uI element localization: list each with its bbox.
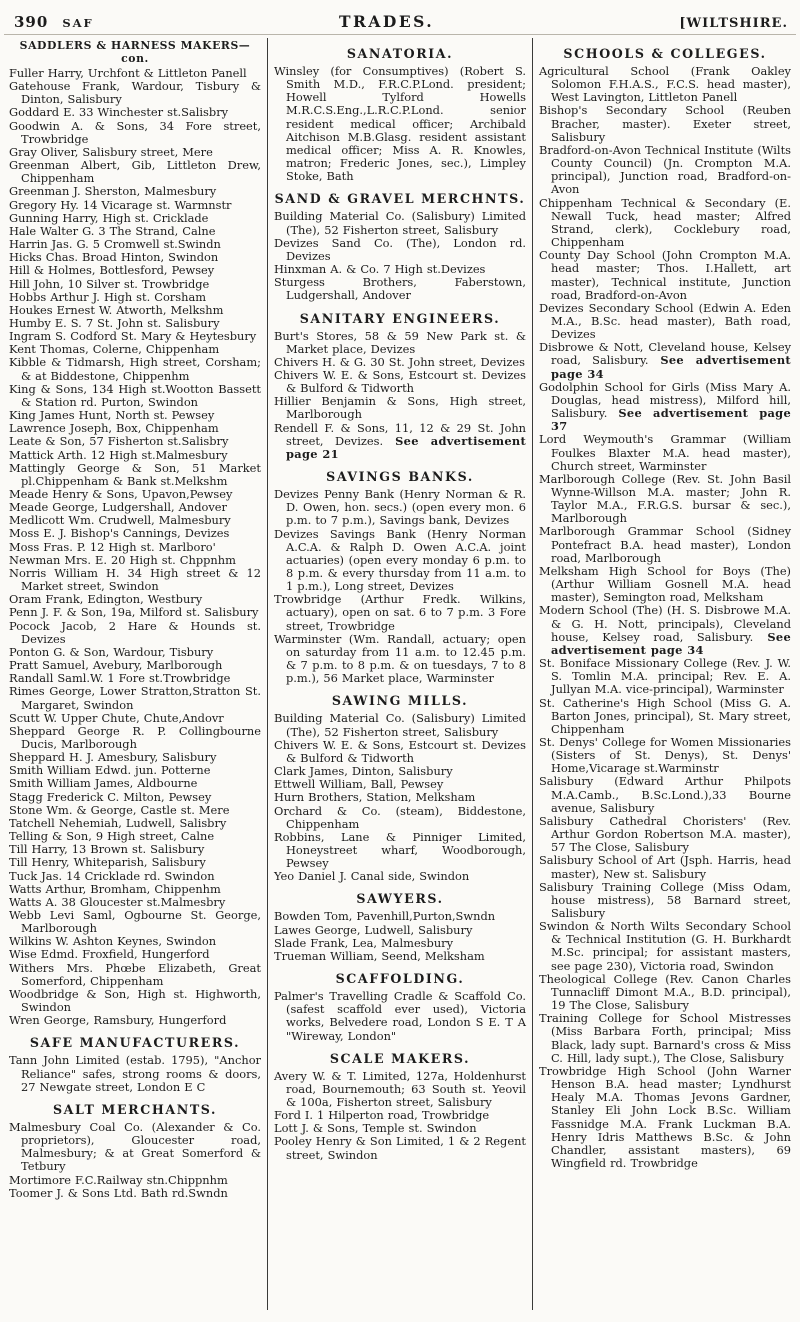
section-heading: SAND & GRAVEL MERCHNTS. — [274, 191, 526, 207]
directory-entry: Humby E. S. 7 St. John st. Salisbury — [9, 315, 220, 330]
directory-entry: Goddard E. 33 Winchester st.Salisbry — [9, 105, 229, 120]
directory-entry: County Day School (John Crompton M.A. head master; Thos. I.Hallett, art master), Technical institute, Junction road, Bradford-on-Avon — [539, 248, 791, 302]
directory-entry: Houkes Ernest W. Atworth, Melkshm — [9, 302, 224, 317]
section-heading: SAVINGS BANKS. — [326, 469, 474, 485]
directory-entry: Slade Frank, Lea, Malmesbury — [274, 935, 454, 950]
directory-entry: Moss Fras. P. 12 High st. Marlboro' — [9, 539, 216, 554]
directory-entry: Hill John, 10 Silver st. Trowbridge — [9, 276, 210, 291]
directory-entry: Melksham High School for Boys (The) (Arthur William Gosnell M.A. head master), Semington road, Melksham — [539, 563, 791, 605]
directory-entry: Chivers W. E. & Sons, Estcourt st. Devizes & Bulford & Tidworth — [274, 737, 526, 765]
directory-entry: Newman Mrs. E. 20 High st. Chppnhm — [9, 552, 236, 567]
directory-entry: Marlborough Grammar School (Sidney Pontefract B.A. head master), London road, Marlborough — [539, 524, 791, 565]
directory-entry: Hale Walter G. 3 The Strand, Calne — [9, 223, 216, 238]
directory-entry: Ettwell William, Ball, Pewsey — [274, 777, 444, 792]
directory-entry: Trowbridge High School (John Warner Henson B.A. head master; Lyndhurst Healy M.A. Thomas Jevons Gardner, Stanley Eli John Lock B.Sc. William Fassnidge M.A. Frank Luckman B.A. Henry Idris Matthews B.Sc. & John Chandler, assistant masters), 69 Wingfield rd. Trowbridge — [539, 1063, 791, 1170]
directory-entry: St. Boniface Missionary College (Rev. J. W. S. Tomlin M.A. principal; Rev. E. A. Jullyan M.A. vice-principal), Warminster — [539, 656, 791, 697]
directory-entry: Gray Oliver, Salisbury street, Mere — [9, 144, 213, 159]
directory-entry: Sturgess Brothers, Faberstown, Ludgershall, Andover — [274, 275, 526, 303]
directory-entry: Tatchell Nehemiah, Ludwell, Salisbry — [9, 815, 227, 830]
directory-entry: Withers Mrs. Phœbe Elizabeth, Great Somerford, Chippenham — [9, 960, 261, 988]
see-advertisement-note: See advertisement page 21 — [286, 433, 527, 461]
directory-entry: Chivers W. E. & Sons, Estcourt st. Devizes & Bulford & Tidworth — [274, 367, 526, 396]
directory-entry: Chivers H. & G. 30 St. John street, Devizes — [274, 354, 526, 369]
directory-entry: Hobbs Arthur J. High st. Corsham — [9, 289, 207, 304]
directory-entry: Bradford-on-Avon Technical Institute (Wilts County Council) (Jn. Crompton M.A. principal), Junction road, Bradford-on-Avon — [539, 142, 791, 197]
directory-entry: Building Material Co. (Salisbury) Limited (The), 52 Fisherton street, Salisbury — [274, 711, 526, 739]
directory-entry: Meade George, Ludgershall, Andover — [9, 500, 227, 515]
section-heading: SCALE MAKERS. — [329, 1050, 471, 1066]
directory-entry: Toomer J. & Sons Ltd. Bath rd.Swndn — [9, 1185, 228, 1200]
section-heading: SADDLERS & HARNESS MAKERS—con. — [19, 39, 251, 65]
directory-entry: Hillier Benjamin & Sons, High street, Marlborough — [274, 394, 526, 422]
county-label: [WILTSHIRE. — [679, 16, 788, 31]
directory-entry: Devizes Penny Bank (Henry Norman & R. D. Owen, hon. secs.) (open every mon. 6 p.m. to 7 p.m.), Savings bank, Devizes — [274, 487, 526, 528]
directory-entry: Pooley Henry & Son Limited, 1 & 2 Regent street, Swindon — [274, 1134, 526, 1162]
section-heading: SANITARY ENGINEERS. — [299, 310, 501, 326]
directory-entry: Devizes Secondary School (Edwin A. Eden M.A., B.Sc. head master), Bath road, Devizes — [539, 300, 791, 342]
directory-entry: Bowden Tom, Pavenhill,Purton,Swndn — [274, 909, 496, 924]
directory-entry: Rimes George, Lower Stratton,Stratton St. Margaret, Swindon — [9, 684, 261, 712]
directory-entry: Gunning Harry, High st. Cricklade — [9, 210, 209, 225]
directory-entry: Telling & Son, 9 High street, Calne — [9, 829, 215, 844]
page-letters: SAF — [62, 16, 94, 30]
directory-entry: Tuck Jas. 14 Cricklade rd. Swindon — [9, 868, 215, 883]
directory-entry: Wilkins W. Ashton Keynes, Swindon — [9, 934, 217, 949]
directory-entry: Watts Arthur, Bromham, Chippenhm — [9, 881, 221, 896]
directory-entry: Till Harry, 13 Brown st. Salisbury — [9, 842, 205, 857]
directory-entry: St. Denys' College for Women Missionaries (Sisters of St. Denys), St. Denys' Home,Vicarage st.Warminstr — [539, 734, 791, 776]
section-heading: SCAFFOLDING. — [335, 971, 465, 987]
directory-entry: Building Material Co. (Salisbury) Limited (The), 52 Fisherton street, Salisbury — [274, 209, 526, 237]
directory-entry: Chippenham Technical & Secondary (E. Newall Tuck, head master; Alfred Strand, clerk), Cocklebury road, Chippenham — [539, 195, 791, 250]
page-number: 390 — [14, 13, 49, 31]
directory-entry: Pratt Samuel, Avebury, Marlborough — [9, 658, 223, 673]
see-advertisement-note: See advertisement page 37 — [551, 406, 791, 434]
directory-entry: Swindon & North Wilts Secondary School & Technical Institution (G. H. Burkhardt M.Sc. principal; for assistant masters, see page 230), Victoria road, Swindon — [539, 919, 791, 973]
directory-entry: Scutt W. Upper Chute, Chute,Andovr — [9, 710, 224, 725]
directory-entry: Winsley (for Consumptives) (Robert S. Smith M.D., F.R.C.P.Lond. president; Howell Tylford Howells M.R.C.S.Eng.,L.R.C.P.Lond. senior resident medical officer; Archibald Aitchison M.B.Glasg. resident assistant medical officer; Miss A. R. Knowles, matron; Frederic Jones, sec.), Limpley Stoke, Bath — [274, 64, 526, 184]
directory-entry: Webb Levi Saml, Ogbourne St. George, Marlborough — [9, 908, 261, 936]
directory-entry: Greenman Albert, Gib, Littleton Drew, Chippenham — [9, 158, 261, 186]
directory-entry: Training College for School Mistresses (Miss Barbara Forth, principal; Miss Black, lady supt. Barnard's cross & Miss C. Hill, lady supt.), The Close, Salisbury — [539, 1011, 791, 1065]
directory-entry: Wren George, Ramsbury, Hungerford — [9, 1013, 227, 1028]
directory-entry: Hill & Holmes, Bottlesford, Pewsey — [9, 263, 215, 278]
directory-entry: Palmer's Travelling Cradle & Scaffold Co. (safest scaffold ever used), Victoria works, Belvedere road, London S E. T A "Wireway, London" — [274, 989, 526, 1043]
directory-columns — [4, 35, 796, 1310]
directory-entry: Watts A. 38 Gloucester st.Malmesbry — [9, 894, 226, 909]
directory-entry: Clark James, Dinton, Salisbury — [274, 764, 453, 779]
directory-entry: Kibble & Tidmarsh, High street, Corsham; & at Biddestone, Chippenhm — [9, 355, 261, 383]
directory-entry: Mortimore F.C.Railway stn.Chippnhm — [9, 1172, 228, 1187]
see-advertisement-note: See advertisement page 34 — [551, 629, 791, 657]
directory-entry: Lott J. & Sons, Temple st. Swindon — [274, 1121, 477, 1136]
directory-entry: Mattingly George & Son, 51 Market pl.Chippenham & Bank st.Melkshm — [9, 460, 261, 488]
directory-entry: Trowbridge (Arthur Fredk. Wilkins, actuary), open on sat. 6 to 7 p.m. 3 Fore street, Trowbridge — [274, 592, 526, 633]
directory-entry: Medlicott Wm. Crudwell, Malmesbury — [9, 513, 231, 528]
directory-entry: Smith William James, Aldbourne — [9, 776, 198, 791]
directory-entry: Stone Wm. & George, Castle st. Mere — [9, 802, 230, 817]
directory-entry: Pocock Jacob, 2 Hare & Hounds st. Devizes — [9, 618, 261, 646]
section-heading: SAWYERS. — [356, 891, 444, 907]
directory-entry: Modern School (The) (H. S. Disbrowe M.A. & G. H. Nott, principals), Cleveland house, Kelsey road, Salisbury. See advertisement page 34 — [539, 603, 791, 657]
directory-entry: Lord Weymouth's Grammar (William Foulkes Blaxter M.A. head master), Church street, Warminster — [539, 432, 791, 473]
directory-entry: Devizes Savings Bank (Henry Norman A.C.A. & Ralph D. Owen A.C.A. joint actuaries) (open every monday 6 p.m. to 8 p.m. & every thursday from 11 a.m. to 1 p.m.), Long street, Devizes — [274, 526, 526, 594]
directory-entry: Agricultural School (Frank Oakley Solomon F.H.A.S., F.C.S. head master), West Lavington, Littleton Panell — [539, 64, 791, 105]
directory-entry: Bishop's Secondary School (Reuben Bracher, master). Exeter street, Salisbury — [539, 103, 791, 144]
directory-entry: Gregory Hy. 14 Vicarage st. Warmnstr — [9, 197, 232, 212]
directory-entry: Moss E. J. Bishop's Cannings, Devizes — [9, 526, 230, 541]
directory-entry: St. Catherine's High School (Miss G. A. Barton Jones, principal), St. Mary street, Chippenham — [539, 695, 791, 736]
directory-entry: Greenman J. Sherston, Malmesbury — [9, 184, 217, 199]
directory-entry: Meade Henry & Sons, Upavon,Pewsey — [9, 487, 233, 501]
directory-entry: Ingram S. Codford St. Mary & Heytesbury — [9, 329, 257, 344]
directory-entry: Oram Frank, Edington, Westbury — [9, 592, 203, 607]
directory-entry: Hurn Brothers, Station, Melksham — [274, 790, 476, 805]
directory-entry: Godolphin School for Girls (Miss Mary A. Douglas, head mistress), Milford hill, Salisbury. See advertisement page 37 — [539, 379, 791, 434]
section-heading: SAWING MILLS. — [331, 693, 469, 709]
directory-column — [534, 38, 796, 1310]
directory-entry: King James Hunt, North st. Pewsey — [9, 408, 215, 423]
directory-entry: Trueman William, Seend, Melksham — [274, 948, 485, 963]
directory-entry: Goodwin A. & Sons, 34 Fore street, Trowbridge — [9, 118, 261, 146]
directory-entry: Yeo Daniel J. Canal side, Swindon — [274, 869, 470, 884]
directory-entry: Stagg Frederick C. Milton, Pewsey — [9, 789, 212, 804]
directory-entry: Norris William H. 34 High street & 12 Market street, Swindon — [9, 565, 261, 594]
directory-entry: Robbins, Lane & Pinniger Limited, Honeystreet wharf, Woodborough, Pewsey — [274, 829, 526, 871]
directory-entry: Hinxman A. & Co. 7 High st.Devizes — [274, 262, 486, 277]
directory-entry: Malmesbury Coal Co. (Alexander & Co. proprietors), Gloucester road, Malmesbury; & at Great Somerford & Tetbury — [9, 1119, 261, 1174]
directory-entry: Ford I. 1 Hilperton road, Trowbridge — [274, 1108, 490, 1123]
directory-entry: Ponton G. & Son, Wardour, Tisbury — [9, 644, 214, 659]
directory-entry: Marlborough College (Rev. St. John Basil Wynne-Willson M.A. master; John R. Taylor M.A., F.R.G.S. bursar & sec.), Marlborough — [539, 471, 791, 526]
see-advertisement-note: See advertisement page 34 — [551, 353, 791, 381]
directory-entry: Leate & Son, 57 Fisherton st.Salisbry — [9, 434, 229, 449]
directory-entry: Kent Thomas, Colerne, Chippenham — [9, 342, 220, 357]
column-divider — [532, 38, 533, 1310]
directory-entry: Salisbury (Edward Arthur Philpots M.A.Camb., B.Sc.Lond.),33 Bourne avenue, Salisbury — [539, 774, 791, 815]
directory-entry: Mattick Arth. 12 High st.Malmesbury — [9, 447, 228, 462]
directory-entry: Theological College (Rev. Canon Charles Tunnacliff Dimont M.A., B.D. principal), 19 The Close, Salisbury — [539, 971, 791, 1013]
section-heading: SCHOOLS & COLLEGES. — [563, 46, 767, 61]
directory-entry: Salisbury Training College (Miss Odam, house mistress), 58 Barnard street, Salisbury — [539, 879, 791, 920]
directory-entry: Warminster (Wm. Randall, actuary; open on saturday from 11 a.m. to 12.45 p.m. & 7 p.m. to 8 p.m. & on tuesdays, 7 to 8 p.m.), 56 Market place, Warminster — [274, 631, 526, 686]
directory-entry: Salisbury School of Art (Jsph. Harris, head master), New st. Salisbury — [539, 853, 791, 881]
page-header-left — [14, 13, 94, 31]
directory-entry: Smith William Edwd. jun. Potterne — [9, 763, 211, 778]
section-heading: SAFE MANUFACTURERS. — [29, 1035, 241, 1051]
directory-entry: Woodbridge & Son, High st. Highworth, Swindon — [9, 986, 261, 1015]
directory-entry: Avery W. & T. Limited, 127a, Holdenhurst road, Bournemouth; 63 South st. Yeovil & 100a, Fisherton street, Salisbury — [274, 1068, 526, 1109]
directory-entry: Harrin Jas. G. 5 Cromwell st.Swindn — [9, 237, 221, 252]
directory-entry: Salisbury Cathedral Choristers' (Rev. Arthur Gordon Robertson M.A. master), 57 The Close, Salisbury — [539, 813, 791, 855]
section-heading: SALT MERCHANTS. — [52, 1101, 218, 1117]
directory-column — [4, 38, 266, 1310]
directory-entry: Sheppard George R. P. Collingbourne Ducis, Marlborough — [9, 723, 261, 751]
directory-column — [269, 38, 531, 1310]
column-divider — [267, 38, 268, 1310]
directory-entry: Randall Saml.W. 1 Fore st.Trowbridge — [9, 671, 231, 686]
section-heading: SANATORIA. — [346, 46, 454, 61]
directory-entry: King & Sons, 134 High st.Wootton Bassett & Station rd. Purton, Swindon — [9, 381, 261, 409]
directory-entry: Burt's Stores, 58 & 59 New Park st. & Market place, Devizes — [274, 328, 526, 356]
directory-entry: Lawes George, Ludwell, Salisbury — [274, 922, 473, 937]
directory-entry: Lawrence Joseph, Box, Chippenham — [9, 421, 219, 436]
directory-entry: Sheppard H. J. Amesbury, Salisbury — [9, 750, 217, 765]
directory-entry: Gatehouse Frank, Wardour, Tisbury & Dinton, Salisbury — [9, 79, 261, 107]
directory-entry: Fuller Harry, Urchfont & Littleton Panell — [9, 66, 247, 80]
directory-entry: Penn J. F. & Son, 19a, Milford st. Salisbury — [9, 605, 259, 620]
directory-entry: Wise Edmd. Froxfield, Hungerford — [9, 947, 210, 962]
page-title: TRADES. — [338, 12, 435, 31]
directory-entry: Tann John Limited (estab. 1795), "Anchor Reliance" safes, strong rooms & doors, 27 Newgate street, London E C — [9, 1053, 261, 1094]
directory-entry: Devizes Sand Co. (The), London rd. Devizes — [274, 235, 526, 263]
directory-entry: Disbrowe & Nott, Cleveland house, Kelsey road, Salisbury. See advertisement page 34 — [539, 340, 791, 381]
directory-entry: Hicks Chas. Broad Hinton, Swindon — [9, 250, 219, 265]
directory-entry: Rendell F. & Sons, 11, 12 & 29 St. John street, Devizes. See advertisement page 21 — [274, 420, 527, 461]
page-header — [4, 6, 796, 35]
directory-entry: Till Henry, Whiteparish, Salisbury — [9, 855, 206, 870]
directory-entry: Orchard & Co. (steam), Biddestone, Chippenham — [274, 803, 526, 831]
